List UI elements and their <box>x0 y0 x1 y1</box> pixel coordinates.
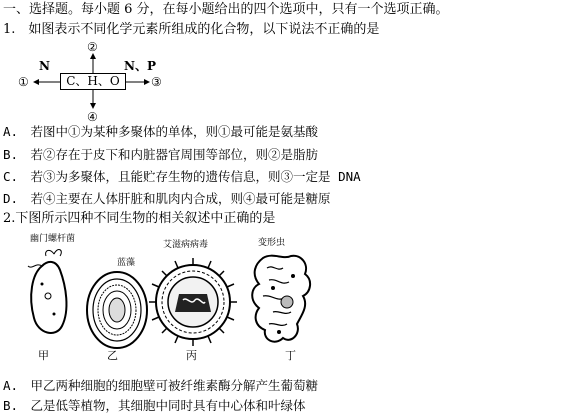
q2-stem: 2.下图所示四种不同生物的相关叙述中正确的是 <box>3 211 276 226</box>
figure-caption-ding: 变形虫 <box>258 238 286 248</box>
figure-caption-bing: 艾滋病病毒 <box>163 240 209 250</box>
q1-option-d: D. 若④主要在人体肝脏和肌肉内合成，则④最可能是糖原 <box>3 191 331 206</box>
figure-label-yi: 乙 <box>107 349 118 362</box>
left-element-label: N <box>39 59 50 73</box>
amoeba-drawing <box>243 250 323 350</box>
q1-stem: 1. 如图表示不同化学元素所组成的化合物，以下说法不正确的是 <box>3 22 380 37</box>
helicobacter-drawing <box>20 246 80 346</box>
q1-element-diagram <box>0 36 200 126</box>
figure-caption-yi: 蓝藻 <box>117 258 136 268</box>
figure-label-ding: 丁 <box>285 349 296 362</box>
element-box: C、H、O <box>60 73 126 90</box>
hiv-drawing <box>143 252 243 352</box>
figure-caption-jia: 幽门螺杆菌 <box>30 234 76 244</box>
compound-2-label: ② <box>87 40 98 54</box>
q2-option-a: A. 甲乙两种细胞的细胞壁可被纤维素酶分解产生葡萄糖 <box>3 378 319 393</box>
right-element-label: N、P <box>124 59 156 73</box>
q2-option-b: B. 乙是低等植物，其细胞中同时具有中心体和叶绿体 <box>3 398 306 413</box>
q2-organism-figures <box>0 230 567 370</box>
q1-option-b: B. 若②存在于皮下和内脏器官周围等部位，则②是脂肪 <box>3 147 319 162</box>
cyanobacteria-drawing <box>82 270 152 350</box>
compound-1-label: ① <box>18 75 29 89</box>
section-heading: 一、选择题。每小题 6 分，在每小题给出的四个选项中，只有一个选项正确。 <box>3 2 449 17</box>
compound-4-label: ④ <box>87 110 98 124</box>
q1-option-c: C. 若③为多聚体，且能贮存生物的遗传信息，则③一定是 DNA <box>3 169 361 184</box>
compound-3-label: ③ <box>151 75 162 89</box>
figure-label-jia: 甲 <box>38 349 49 362</box>
q1-option-a: A. 若图中①为某种多聚体的单体，则①最可能是氨基酸 <box>3 124 319 139</box>
figure-label-bing: 丙 <box>186 349 197 362</box>
